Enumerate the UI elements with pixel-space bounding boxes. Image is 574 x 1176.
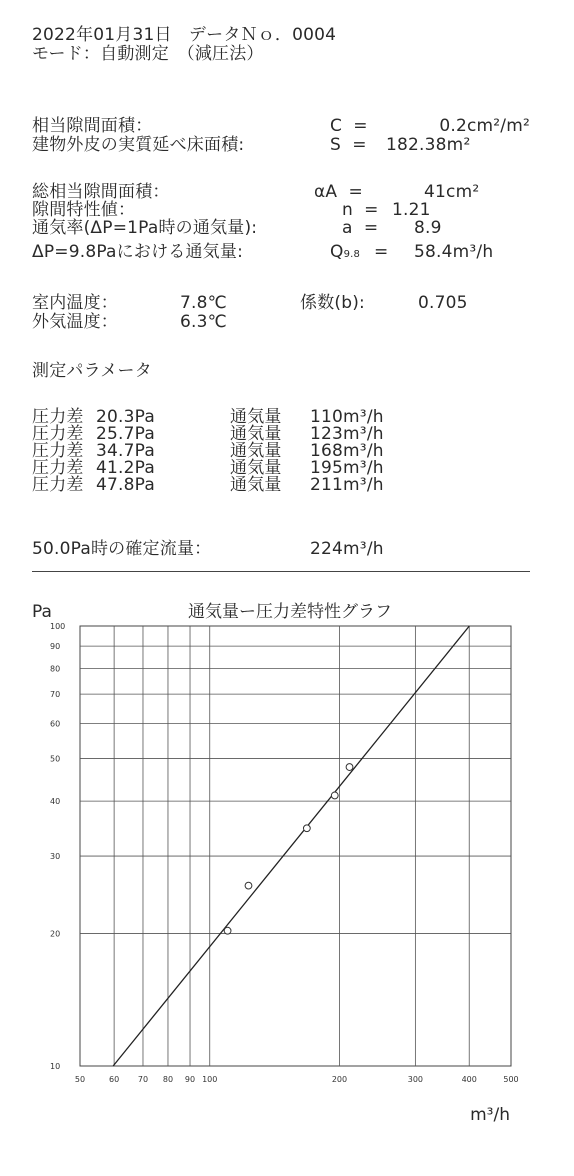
parameters-title: 測定パラメータ — [32, 361, 152, 381]
s-symbol: S = — [330, 135, 367, 155]
x-tick-label: 300 — [407, 1075, 424, 1084]
a-symbol: a = — [342, 218, 379, 238]
y-tick-label: 100 — [50, 622, 66, 631]
x-tick-label: 80 — [162, 1075, 174, 1084]
c-symbol: C = — [330, 116, 368, 136]
x-tick-label: 400 — [461, 1075, 477, 1084]
y-tick-label: 70 — [50, 690, 61, 700]
indoor-temp-value: 7.8℃ — [180, 293, 227, 313]
data-point — [245, 882, 252, 889]
param-row-4-flow-label: 通気量 — [230, 458, 282, 478]
param-row-4-flow: 195m³/h — [310, 458, 384, 478]
plot-frame — [80, 626, 511, 1066]
data-point — [331, 792, 338, 799]
y-tick-label: 20 — [50, 929, 61, 939]
x-tick-label: 70 — [137, 1075, 149, 1084]
x-tick-label: 60 — [109, 1075, 120, 1084]
outdoor-temp-value: 6.3℃ — [180, 312, 227, 332]
param-row-3-flow-label: 通気量 — [230, 441, 282, 461]
param-row-3-pressure: 34.7Pa — [96, 441, 155, 461]
param-row-3-pressure-label: 圧力差 — [32, 441, 84, 461]
data-point — [303, 825, 310, 832]
x-tick-label: 90 — [184, 1075, 196, 1084]
flow-pressure-chart — [0, 600, 574, 1160]
coefficient-value: 0.705 — [418, 293, 468, 313]
param-row-5-flow-label: 通気量 — [230, 475, 282, 495]
coefficient-label: 係数(b): — [300, 293, 365, 313]
param-row-2-pressure: 25.7Pa — [96, 424, 155, 444]
y-tick-label: 40 — [50, 797, 61, 807]
y-tick-label: 90 — [50, 642, 61, 652]
a-label: 通気率(ΔP=1Pa時の通気量): — [32, 218, 258, 238]
alpha-a-value: 41cm² — [424, 182, 480, 202]
param-row-5-pressure: 47.8Pa — [96, 475, 155, 495]
alpha-a-symbol: αA = — [314, 182, 363, 202]
param-row-4-pressure: 41.2Pa — [96, 458, 155, 478]
a-value: 8.9 — [414, 218, 442, 238]
param-row-5-flow: 211m³/h — [310, 475, 384, 495]
c-value: 0.2cm²/m² — [439, 116, 530, 136]
y-tick-label: 60 — [50, 719, 61, 729]
x-tick-label: 100 — [202, 1075, 218, 1084]
x-axis-unit-label: m³/h — [470, 1105, 510, 1125]
data-point — [346, 764, 353, 771]
x-tick-label: 200 — [331, 1075, 348, 1084]
n-label: 隙間特性値： — [32, 200, 136, 220]
param-row-1-flow: 110m³/h — [310, 407, 384, 427]
y-tick-label: 50 — [50, 754, 61, 764]
c-label: 相当隙間面積： — [32, 116, 153, 136]
param-row-2-flow-label: 通気量 — [230, 424, 282, 444]
y-tick-label: 80 — [50, 664, 61, 674]
y-tick-label: 30 — [50, 852, 61, 862]
date-line: 2022年01月31日 データＮｏ．0004 — [32, 25, 337, 45]
mode-line: モード：自動測定 （減圧法） — [32, 44, 264, 64]
confirmed-flow-label: 50.0Pa時の確定流量： — [32, 539, 212, 559]
y-tick-labels — [50, 622, 65, 1071]
q-symbol: Q9.8 — [330, 242, 361, 262]
y-gridlines — [80, 646, 511, 933]
param-row-1-flow-label: 通気量 — [230, 407, 282, 427]
n-symbol: n = — [342, 200, 379, 220]
chart-title: 通気量ー圧力差特性グラフ — [188, 602, 392, 622]
indoor-temp-label: 室内温度： — [32, 293, 118, 313]
param-row-1-pressure-label: 圧力差 — [32, 407, 84, 427]
fit-line — [113, 626, 469, 1066]
param-row-3-flow: 168m³/h — [310, 441, 384, 461]
param-row-4-pressure-label: 圧力差 — [32, 458, 84, 478]
alpha-a-label: 総相当隙間面積： — [32, 182, 170, 202]
separator-line — [32, 571, 530, 572]
q-label: ΔP=9.8Paにおける通気量: — [32, 242, 243, 262]
x-tick-label: 500 — [503, 1075, 519, 1084]
data-point — [224, 927, 231, 934]
confirmed-flow-value: 224m³/h — [310, 539, 384, 559]
n-value: 1.21 — [392, 200, 431, 220]
q-equals: = — [374, 242, 389, 262]
y-axis-unit-label: Pa — [32, 602, 52, 622]
x-tick-labels — [75, 1075, 519, 1084]
s-label: 建物外皮の実質延べ床面積: — [32, 135, 245, 155]
q-value: 58.4m³/h — [414, 242, 494, 262]
s-value: 182.38m² — [386, 135, 471, 155]
y-tick-label: 10 — [50, 1062, 61, 1071]
outdoor-temp-label: 外気温度： — [32, 312, 118, 332]
param-row-2-pressure-label: 圧力差 — [32, 424, 84, 444]
param-row-2-flow: 123m³/h — [310, 424, 384, 444]
x-tick-label: 50 — [74, 1075, 86, 1084]
param-row-5-pressure-label: 圧力差 — [32, 475, 84, 495]
param-row-1-pressure: 20.3Pa — [96, 407, 155, 427]
